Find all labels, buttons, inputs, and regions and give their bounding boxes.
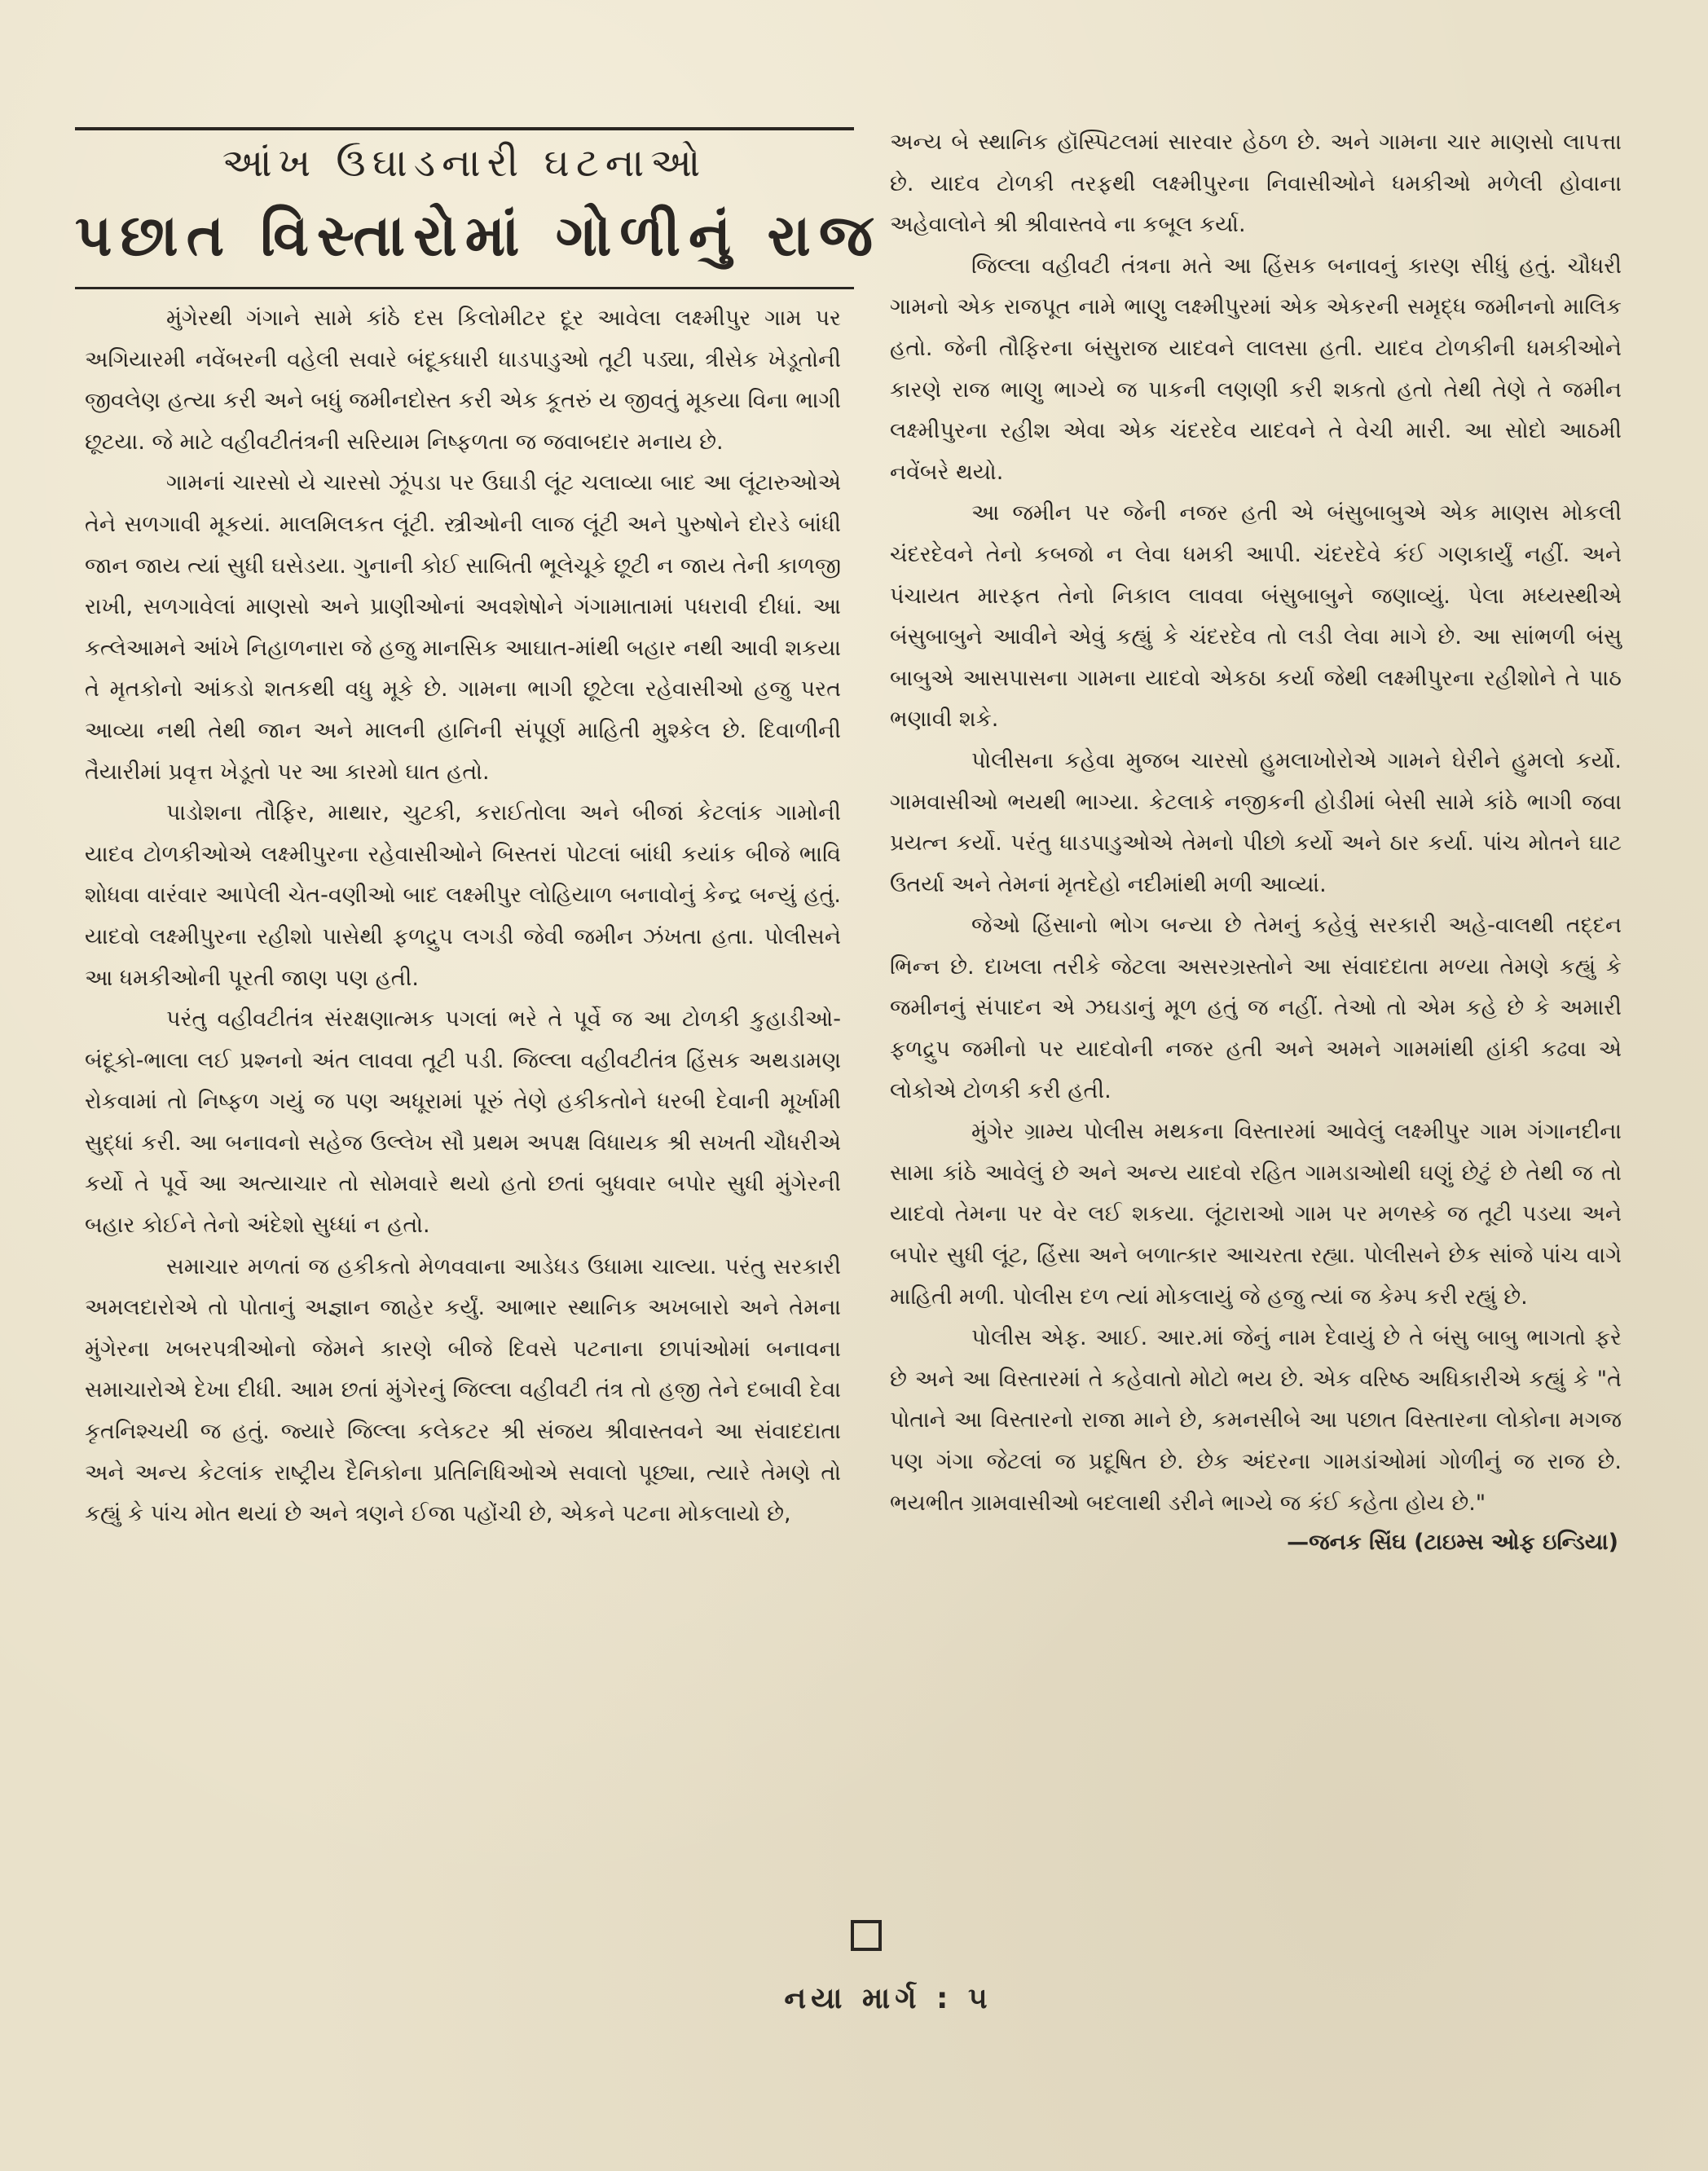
right-paragraph: અન્ય બે સ્થાનિક હૉસ્પિટલમાં સારવાર હેઠળ છે. અને ગામના ચાર માણસો લાપત્તા છે. યાદવ ટોળકી તરફથી લક્ષ્મીપુરના નિવાસીઓને ધમકીઓ મળેલી હોવાના અહેવાલોને શ્રી શ્રીવાસ્તવે ના કબૂલ કર્યા. — [890, 130, 1622, 238]
left-paragraph: પાડોશના તૌફિર, માથાર, ચુટકી, કરાઈતોલા અને બીજાં કેટલાંક ગામોની યાદવ ટોળકીઓએ લક્ષ્મીપુરના રહેવાસીઓને બિસ્તરાં પોટલાં બાંધી કયાંક બીજે ભાવિ શોધવા વારંવાર આપેલી ચેત-વણીઓ બાદ લક્ષ્મીપુર લોહિયાળ બનાવોનું કેન્દ્ર બન્યું હતું. યાદવો લક્ષ્મીપુરના રહીશો પાસેથી ફળદ્રુપ લગડી જેવી જમીન ઝંખતા હતા. પોલીસને આ ધમકીઓની પૂરતી જાણ પણ હતી. — [85, 800, 841, 991]
headline-bottom-rule — [75, 287, 854, 289]
article-headline: પછાત વિસ્તારોમાં ગોળીનું રાજ — [75, 202, 882, 269]
right-paragraph: પોલીસના કહેવા મુજબ ચારસો હુમલાખોરોએ ગામને ઘેરીને હુમલો કર્યો. ગામવાસીઓ ભયથી ભાગ્યા. કેટલાકે નજીકની હોડીમાં બેસી સામે કાંઠે ભાગી જવા પ્રયત્ન કર્યો. પરંતુ ધાડપાડુઓએ તેમનો પીછો કર્યો અને ઠાર કર્યા. પાંચ મોતને ઘાટ ઉતર્યા અને તેમનાં મૃતદેહો નદીમાંથી મળી આવ્યાં. — [890, 747, 1622, 897]
left-paragraph: ગામનાં ચારસો યે ચારસો ઝૂંપડા પર ઉઘાડી લૂંટ ચલાવ્યા બાદ આ લૂંટારુઓએ તેને સળગાવી મૂકયાં. માલમિલકત લૂંટી. સ્ત્રીઓની લાજ લૂંટી અને પુરુષોને દોરડે બાંધી જાન જાય ત્યાં સુધી ઘસેડયા. ગુનાની કોઈ સાબિતી ભૂલેચૂકે છૂટી ન જાય તેની કાળજી રાખી, સળગાવેલાં માણસો અને પ્રાણીઓનાં અવશેષોને ગંગામાતામાં પધરાવી દીધાં. આ કત્લેઆમને આંખે નિહાળનારા જે હજુ માનસિક આઘાત-માંથી બહાર નથી આવી શકયા તે મૃતકોનો આંકડો શતકથી વધુ મૂકે છે. ગામના ભાગી છૂટેલા રહેવાસીઓ હજુ પરત આવ્યા નથી તેથી જાન અને માલની હાનિની સંપૂર્ણ માહિતી મુશ્કેલ છે. દિવાળીની તૈયારીમાં પ્રવૃત્ત ખેડૂતો પર આ કારમો ઘાત હતો. — [85, 470, 841, 785]
end-of-article-mark — [851, 1920, 882, 1951]
right-column — [890, 122, 1622, 1564]
left-paragraph: સમાચાર મળતાં જ હકીકતો મેળવવાના આડેધડ ઉધામા ચાલ્યા. પરંતુ સરકારી અમલદારોએ તો પોતાનું અજ્ઞાન જાહેર કર્યું. આભાર સ્થાનિક અખબારો અને તેમના મુંગેરના ખબરપત્રીઓનો જેમને કારણે બીજે દિવસે પટનાના છાપાંઓમાં બનાવના સમાચારોએ દેખા દીધી. આમ છતાં મુંગેરનું જિલ્લા વહીવટી તંત્ર તો હજી તેને દબાવી દેવા કૃતનિશ્ચયી જ હતું. જ્યારે જિલ્લા કલેકટર શ્રી સંજય શ્રીવાસ્તવને આ સંવાદદાતા અને અન્ય કેટલાંક રાષ્ટ્રીય દૈનિકોના પ્રતિનિધિઓએ સવાલો પૂછ્યા, ત્યારે તેમણે તો કહ્યું કે પાંચ મોત થયાં છે અને ત્રણને ઈજા પહોંચી છે, એકને પટના મોકલાયો છે, — [85, 1253, 841, 1527]
headline-top-rule — [75, 127, 854, 130]
right-paragraph: જિલ્લા વહીવટી તંત્રના મતે આ હિંસક બનાવનું કારણ સીધું હતું. ચૌધરી ગામનો એક રાજપૂત નામે ભાણુ લક્ષ્મીપુરમાં એક એકરની સમૃદ્ધ જમીનનો માલિક હતો. જેની તૌફિરના બંસુરાજ યાદવને લાલસા હતી. યાદવ ટોળકીની ધમકીઓને કારણે રાજ ભાણુ ભાગ્યે જ પાકની લણણી કરી શકતો હતો તેથી તેણે તે જમીન લક્ષ્મીપુરના રહીશ એવા એક ચંદરદેવ યાદવને તે વેચી મારી. આ સોદો આઠમી નવેંબરે થયો. — [890, 253, 1622, 485]
right-paragraph: જેઓ હિંસાનો ભોગ બન્યા છે તેમનું કહેવું સરકારી અહે-વાલથી તદ્દન ભિન્ન છે. દાખલા તરીકે જેટલા અસરગ્રસ્તોને આ સંવાદદાતા મળ્યા તેમણે કહ્યું કે જમીનનું સંપાદન એ ઝઘડાનું મૂળ હતું જ નહીં. તેઓ તો એમ કહે છે કે અમારી ફળદ્રુપ જમીનો પર યાદવોની નજર હતી અને અમને ગામમાંથી હાંકી કઢવા એ લોકોએ ટોળકી કરી હતી. — [890, 913, 1622, 1103]
left-column — [85, 298, 841, 1535]
right-paragraph: મુંગેર ગ્રામ્ય પોલીસ મથકના વિસ્તારમાં આવેલું લક્ષ્મીપુર ગામ ગંગાનદીના સામા કાંઠે આવેલું છે અને અન્ય યાદવો રહિત ગામડાઓથી ઘણું છેટું છે તેથી જ તો યાદવો તેમના પર વેર લઈ શકયા. લૂંટારાઓ ગામ પર મળસ્કે જ તૂટી પડયા અને બપોર સુધી લૂંટ, હિંસા અને બળાત્કાર આચરતા રહ્યા. પોલીસને છેક સાંજે પાંચ વાગે માહિતી મળી. પોલીસ દળ ત્યાં મોકલાયું જે હજુ ત્યાં જ કેમ્પ કરી રહ્યું છે. — [890, 1119, 1622, 1310]
article-kicker: આંખ ઉઘાડનારી ઘટનાઓ — [222, 140, 707, 186]
page-folio: નયા માર્ગ : ૫ — [784, 1982, 993, 2015]
left-paragraph: પરંતુ વહીવટીતંત્ર સંરક્ષણાત્મક પગલાં ભરે તે પૂર્વે જ આ ટોળકી કુહાડીઓ-બંદૂકો-ભાલા લઈ પ્રશ્નનો અંત લાવવા તૂટી પડી. જિલ્લા વહીવટીતંત્ર હિંસક અથડામણ રોકવામાં તો નિષ્ફળ ગયું જ પણ અધૂરામાં પૂરું તેણે હકીકતોને ધરબી દેવાની મૂર્ખામી સુદ્ધાં કરી. આ બનાવનો સહેજ ઉલ્લેખ સૌ પ્રથમ અપક્ષ વિધાયક શ્રી સખતી ચૌધરીએ કર્યો તે પૂર્વે આ અત્યાચાર તો સોમવારે થયો હતો છતાં બુધવાર બપોર સુધી મુંગેરની બહાર કોઈને તેનો અંદેશો સુધ્ધાં ન હતો. — [85, 1006, 841, 1239]
left-paragraph: મુંગેરથી ગંગાને સામે કાંઠે દસ કિલોમીટર દૂર આવેલા લક્ષ્મીપુર ગામ પર અગિયારમી નવેંબરની વહેલી સવારે બંદૂકધારી ધાડપાડુઓ તૂટી પડ્યા, ત્રીસેક ખેડૂતોની જીવલેણ હત્યા કરી અને બધું જમીનદોસ્ત કરી એક કૂતરું ય જીવતું મૂકયા વિના ભાગી છૂટયા. જે માટે વહીવટીતંત્રની સરિયામ નિષ્ફળતા જ જવાબદાર મનાય છે. — [85, 306, 841, 455]
right-paragraph: પોલીસ એફ. આઈ. આર.માં જેનું નામ દેવાયું છે તે બંસુ બાબુ ભાગતો ફરે છે અને આ વિસ્તારમાં તે કહેવાતો મોટો ભય છે. એક વરિષ્ઠ અધિકારીએ કહ્યું કે "તે પોતાને આ વિસ્તારનો રાજા માને છે, કમનસીબે આ પછાત વિસ્તારના લોકોના મગજ પણ ગંગા જેટલાં જ પ્રદૂષિત છે. છેક અંદરના ગામડાંઓમાં ગોળીનું જ રાજ છે. ભયભીત ગ્રામવાસીઓ બદલાથી ડરીને ભાગ્યે જ કંઈ કહેતા હોય છે." — [890, 1325, 1622, 1516]
right-paragraph: આ જમીન પર જેની નજર હતી એ બંસુબાબુએ એક માણસ મોકલી ચંદરદેવને તેનો કબજો ન લેવા ધમકી આપી. ચંદરદેવે કંઈ ગણકાર્યું નહીં. અને પંચાયત મારફત તેનો નિકાલ લાવવા બંસુબાબુને જણાવ્યું. પેલા મધ્યસ્થીએ બંસુબાબુને આવીને એવું કહ્યું કે ચંદરદેવ તો લડી લેવા માગે છે. આ સાંભળી બંસુ બાબુએ આસપાસના ગામના યાદવો એકઠા કર્યા જેથી લક્ષ્મીપુરના રહીશોને તે પાઠ ભણાવી શકે. — [890, 500, 1622, 733]
article-byline: —જનક સિંઘ (ટાઇમ્સ ઓફ ઇન્ડિયા) — [1287, 1530, 1618, 1556]
